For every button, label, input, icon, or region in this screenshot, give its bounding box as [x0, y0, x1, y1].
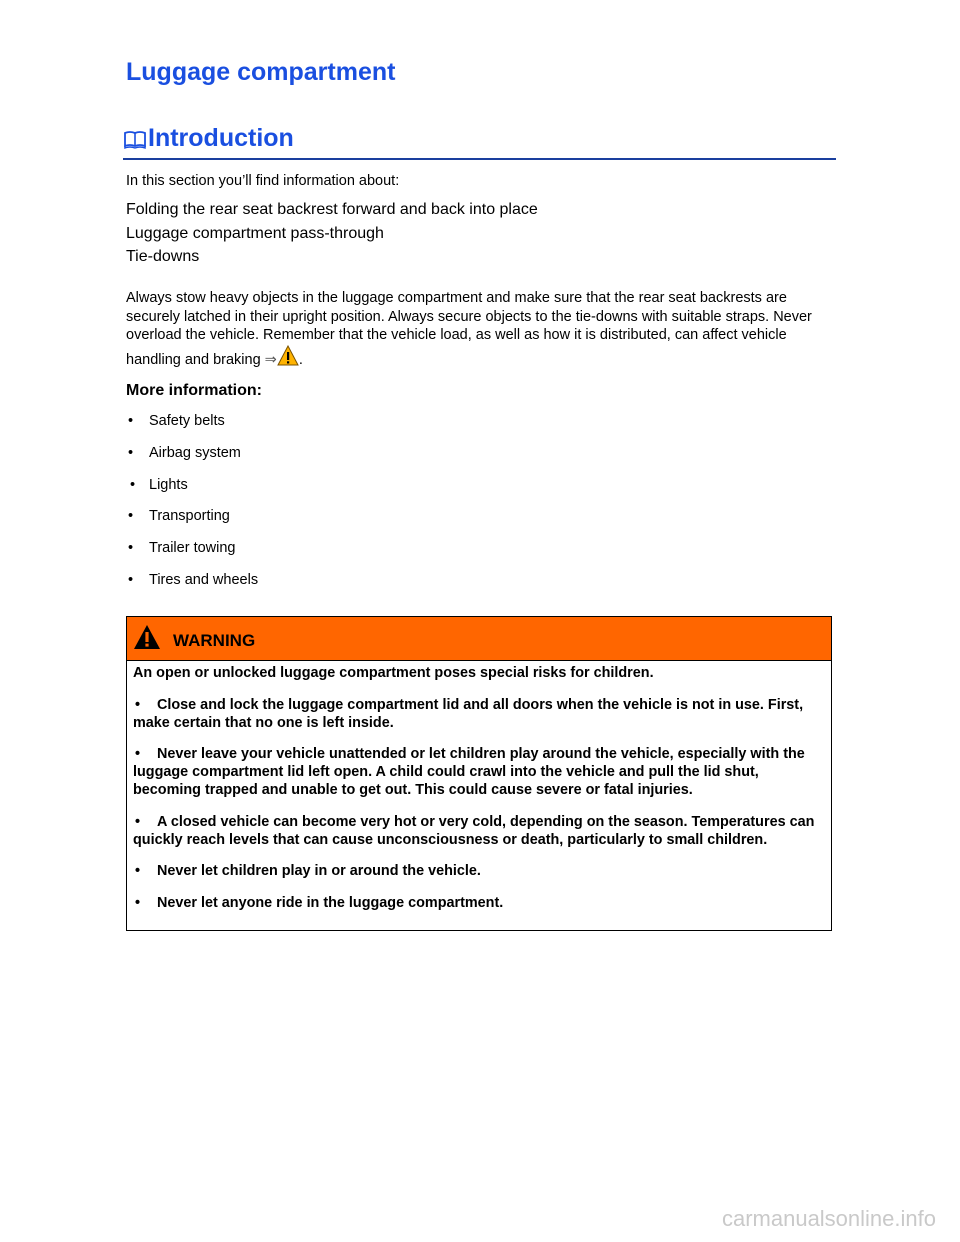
intro-lead: In this section you’ll find information about: — [126, 173, 400, 189]
topic-list — [126, 198, 538, 269]
warning-item — [133, 862, 826, 880]
bullet: • — [128, 571, 134, 588]
list-item[interactable] — [126, 572, 258, 604]
book-icon — [123, 129, 147, 149]
section-title — [123, 124, 294, 153]
bullet: • — [135, 894, 141, 911]
warning-item — [133, 894, 826, 912]
bullet: • — [128, 444, 134, 461]
bullet: • — [135, 696, 141, 713]
warning-item-text: Close and lock the luggage compartment lid and all doors when the vehicle is not in use. First, make certain that no one is left inside. — [133, 696, 804, 731]
warning-label: WARNING — [173, 630, 256, 650]
topic-link[interactable]: Luggage compartment pass-through — [126, 224, 384, 242]
warning-item-text: A closed vehicle can become very hot or very cold, depending on the season. Temperatures can quickly reach levels that can cause unconsciousness or death, particularly to small children. — [133, 813, 815, 848]
warning-item — [133, 745, 826, 799]
warning-item-text: Never let children play in or around the vehicle. — [157, 863, 481, 879]
warning-item-text: Never let anyone ride in the luggage compartment. — [157, 894, 504, 911]
warning-reference-icon[interactable] — [277, 345, 299, 367]
list-item[interactable] — [126, 445, 258, 477]
list-item[interactable] — [126, 508, 258, 540]
section-header — [123, 124, 836, 160]
topic-link[interactable]: Folding the rear seat backrest forward and back into place — [126, 201, 538, 218]
stowage-paragraph — [126, 289, 826, 369]
warning-item-text: Never leave your vehicle unattended or let children play around the vehicle, especially with the luggage compartment lid left open. A child could crawl into the vehicle and pull the lid shut, becoming trapped and unable to get out. This could cause severe or fatal injuries. — [133, 746, 805, 798]
paragraph-text: Always stow heavy objects in the luggage compartment and make sure that the rear seat backrests are securely latched in their upright position. Always secure objects to the tie-downs with suitable straps. Never overload the vehicle. Remember that the vehicle load, as well as how it is distributed, can affect vehicle handling and braking — [126, 290, 812, 368]
bullet: • — [128, 508, 134, 525]
more-info-link[interactable]: Lights — [149, 476, 188, 493]
bullet: • — [128, 540, 134, 557]
warning-item — [133, 696, 826, 732]
bullet: • — [135, 746, 141, 762]
warning-lead: An open or unlocked luggage compartment poses special risks for children. — [133, 665, 654, 681]
reference-arrow: ⇒ — [264, 351, 277, 368]
watermark: carmanualsonline.info — [721, 1206, 936, 1231]
list-item[interactable] — [126, 477, 258, 509]
bullet: • — [135, 863, 141, 879]
page-title: Luggage compartment — [126, 58, 396, 86]
more-info-link[interactable]: Transporting — [149, 508, 230, 525]
paragraph-end: . — [298, 351, 303, 368]
more-info-link[interactable]: Airbag system — [149, 444, 241, 461]
warning-body — [127, 661, 831, 912]
bullet: • — [135, 813, 141, 830]
more-info-link[interactable]: Trailer towing — [149, 540, 236, 557]
more-info-heading: More information: — [126, 382, 262, 399]
list-item[interactable] — [126, 540, 258, 572]
warning-item — [133, 813, 826, 849]
warning-triangle-icon — [133, 624, 161, 650]
bullet: • — [130, 476, 136, 493]
more-info-link[interactable]: Tires and wheels — [149, 571, 259, 588]
warning-header — [127, 617, 831, 661]
bullet: • — [128, 413, 134, 429]
section-title-text: Introduction — [148, 124, 294, 152]
topic-link[interactable]: Tie-downs — [126, 248, 200, 265]
warning-box — [126, 616, 832, 931]
more-info-link[interactable]: Safety belts — [149, 413, 225, 429]
more-info-list — [126, 413, 258, 604]
list-item[interactable] — [126, 413, 258, 445]
